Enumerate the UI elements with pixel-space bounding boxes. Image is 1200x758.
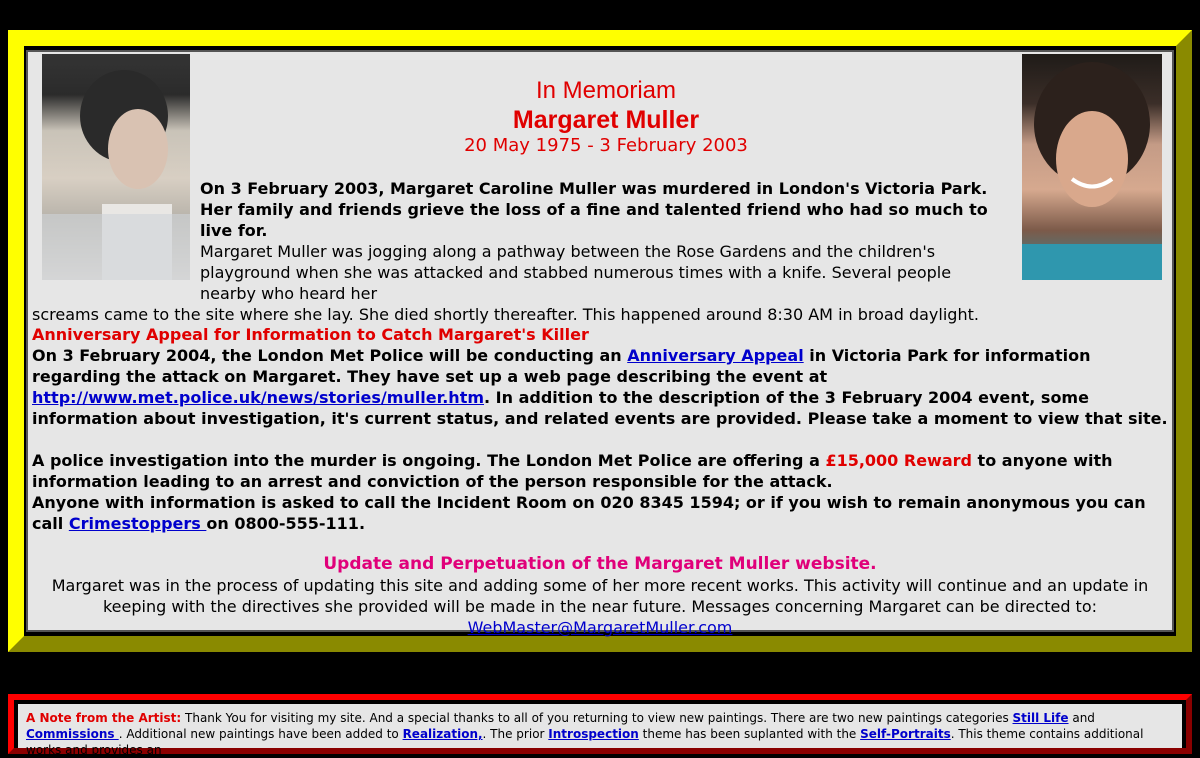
note-text-2: . Additional new paintings have been added to <box>118 727 403 741</box>
artist-note-panel <box>18 704 1182 757</box>
commissions-link[interactable]: Commissions <box>26 727 119 741</box>
memorial-name: Margaret Muller <box>512 106 700 134</box>
note-text-1: Thank You for visiting my site. And a special thanks to all of you returning to view new paintings. There are two new paintings categories <box>181 711 1013 725</box>
crimestoppers-link[interactable]: Crimestoppers <box>68 514 207 533</box>
investigation-text-3: Anyone with information is asked to call the Incident Room on 020 8345 1594; or if you wish to remain anonymous you can call <box>32 493 1146 533</box>
memorial-heading <box>190 76 1022 158</box>
memorial-dates: 20 May 1975 - 3 February 2003 <box>464 135 748 156</box>
note-and: and <box>1068 711 1095 725</box>
investigation-text-4: on 0800-555-111. <box>206 514 366 533</box>
reward-amount: £15,000 Reward <box>825 451 972 470</box>
story-paragraph-part1: Margaret Muller was jogging along a pathway between the Rose Gardens and the children's playground when she was attacked and stabbed numerous times with a knife. Several people nearby who heard her <box>200 242 952 303</box>
investigation-text-1: A police investigation into the murder is ongoing. The London Met Police are offering a <box>32 451 826 470</box>
appeal-text-3: . In addition to the description of the 3 February 2004 event, some information about investigation, it's current status, and related events are provided. Please take a moment to view that site. <box>32 388 1168 428</box>
artist-note-label: A Note from the Artist: <box>26 711 182 725</box>
note-text-4: theme has been suplanted with the <box>638 727 861 741</box>
investigation-text-2: to anyone with information leading to an arrest and conviction of the person responsible for the attack. <box>32 451 1113 491</box>
still-life-link[interactable]: Still Life <box>1012 711 1069 725</box>
in-memoriam-title: In Memoriam <box>535 77 677 104</box>
note-text-5: . This theme contains additional works and provides an <box>26 727 1144 757</box>
update-title: Update and Perpetuation of the Margaret Muller website. <box>323 554 877 574</box>
anniversary-appeal-link[interactable]: Anniversary Appeal <box>627 346 804 365</box>
met-police-link[interactable]: http://www.met.police.uk/news/stories/muller.htm <box>32 388 485 407</box>
introspection-link[interactable]: Introspection <box>548 727 639 741</box>
memorial-story <box>32 241 1172 325</box>
update-text: Margaret was in the process of updating this site and adding some of her more recent works. This activity will continue and an update in keeping with the directives she provided will be made in the near future. Messages concerning Margaret can be directed to: <box>51 576 1149 616</box>
appeal-body <box>32 345 1172 429</box>
memorial-frame <box>8 30 1192 652</box>
appeal-text-2: in Victoria Park for information regarding the attack on Margaret. They have set up a web page describing the event at <box>32 346 1091 386</box>
update-body <box>28 575 1172 638</box>
note-text-3: . The prior <box>482 727 549 741</box>
memorial-lead-text: On 3 February 2003, Margaret Caroline Muller was murdered in London's Victoria Park. Her family and friends grieve the loss of a fine and talented friend who had so much to live for. <box>200 179 988 240</box>
realization-link[interactable]: Realization, <box>402 727 483 741</box>
artist-note-frame <box>8 694 1192 757</box>
investigation-paragraph <box>32 450 1172 534</box>
appeal-title: Anniversary Appeal for Information to Catch Margaret's Killer <box>32 325 589 344</box>
story-paragraph-part2: screams came to the site where she lay. She died shortly thereafter. This happened around 8:30 AM in broad daylight. <box>32 305 979 324</box>
appeal-text-1: On 3 February 2004, the London Met Police will be conducting an <box>32 346 628 365</box>
webmaster-email-link[interactable]: WebMaster@MargaretMuller.com <box>467 618 733 637</box>
memorial-panel <box>26 50 1174 637</box>
self-portraits-link[interactable]: Self-Portraits <box>860 727 951 741</box>
